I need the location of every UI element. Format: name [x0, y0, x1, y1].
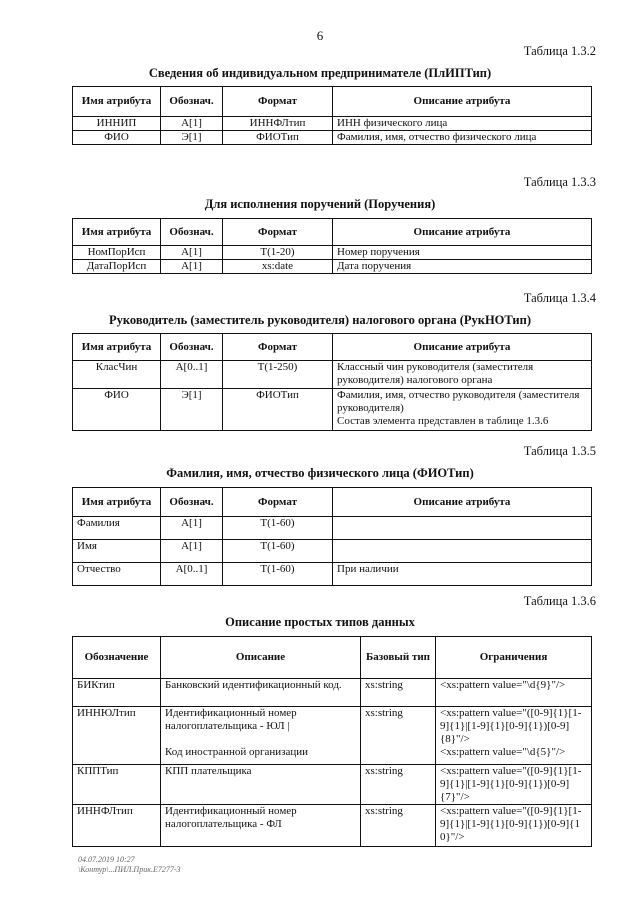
header-cell: Формат [223, 488, 333, 517]
cell: А[0..1] [161, 361, 223, 389]
cell: ИНН физического лица [333, 117, 592, 131]
header-cell: Формат [223, 219, 333, 246]
cell: <xs:pattern value="([0-9]{1}[1-9]{1}|[1-9]{1}[0-9]{1})[0-9]{7}"/> [436, 765, 592, 805]
table-caption: Для исполнения поручений (Поручения) [204, 197, 436, 211]
header-cell: Формат [223, 87, 333, 117]
cell: Фамилия [73, 517, 161, 540]
cell: А[1] [161, 260, 223, 274]
table-row [73, 131, 592, 145]
cell: Т(1-60) [223, 540, 333, 563]
table-number: Таблица 1.3.5 [523, 444, 596, 458]
table-number: Таблица 1.3.2 [523, 44, 596, 58]
cell: А[0..1] [161, 563, 223, 586]
table-row [73, 540, 592, 563]
table-row [73, 805, 592, 847]
cell: А[1] [161, 540, 223, 563]
table-row [73, 361, 592, 389]
cell: <xs:pattern value="([0-9]{1}[1-9]{1}|[1-9]{1}[0-9]{1})[0-9]{8}"/> <xs:pattern value="\d{5}"/> [436, 707, 592, 765]
cell: Идентификационный номер налогоплательщика - ФЛ [161, 805, 361, 847]
table-number: Таблица 1.3.6 [523, 594, 596, 608]
cell: ИННИП [73, 117, 161, 131]
cell: Фамилия, имя, отчество физического лица [333, 131, 592, 145]
header-cell: Описание атрибута [333, 87, 592, 117]
cell: КласЧин [73, 361, 161, 389]
header-cell: Ограничения [436, 637, 592, 679]
header-cell: Имя атрибута [73, 334, 161, 361]
cell: ДатаПорИсп [73, 260, 161, 274]
cell [333, 517, 592, 540]
table-row [73, 707, 592, 765]
header-cell: Имя атрибута [73, 87, 161, 117]
cell: Дата поручения [333, 260, 592, 274]
table-row [73, 765, 592, 805]
cell: КППТип [73, 765, 161, 805]
page-number: 6 [316, 28, 324, 43]
cell: ФИО [73, 389, 161, 431]
table-row [73, 260, 592, 274]
cell: xs:string [361, 805, 436, 847]
attribute-table [72, 86, 592, 145]
cell [333, 540, 592, 563]
cell: А[1] [161, 246, 223, 260]
header-cell: Обознач. [161, 488, 223, 517]
cell: Классный чин руководителя (заместителя руководителя) налогового органа [333, 361, 592, 389]
table-row [73, 117, 592, 131]
header-cell: Имя атрибута [73, 488, 161, 517]
attribute-table [72, 218, 592, 274]
table-caption: Фамилия, имя, отчество физического лица (ФИОТип) [166, 466, 474, 480]
header-cell: Формат [223, 334, 333, 361]
cell: xs:date [223, 260, 333, 274]
header-cell: Описание атрибута [333, 334, 592, 361]
cell: Имя [73, 540, 161, 563]
cell: ФИО [73, 131, 161, 145]
header-cell: Обозначение [73, 637, 161, 679]
table-row [73, 679, 592, 707]
cell: Э[1] [161, 131, 223, 145]
attribute-table [72, 333, 592, 431]
table-caption: Руководитель (заместитель руководителя) налогового органа (РукНОТип) [109, 313, 531, 327]
cell: ФИОТип [223, 131, 333, 145]
table-row [73, 389, 592, 431]
cell: КПП плательщика [161, 765, 361, 805]
cell: ФИОТип [223, 389, 333, 431]
cell: ИННФЛтип [223, 117, 333, 131]
footer-timestamp: 04.07.2019 10:27 [78, 855, 135, 864]
cell: <xs:pattern value="([0-9]{1}[1-9]{1}|[1-9]{1}[0-9]{1})[0-9]{10}"/> [436, 805, 592, 847]
header-cell: Описание атрибута [333, 488, 592, 517]
cell: При наличии [333, 563, 592, 586]
cell: Фамилия, имя, отчество руководителя (заместителя руководителя) Состав элемента представлен в таблице 1.3.6 [333, 389, 592, 431]
table-caption: Описание простых типов данных [225, 615, 415, 629]
table-number: Таблица 1.3.4 [523, 291, 596, 305]
cell: xs:string [361, 679, 436, 707]
table-number: Таблица 1.3.3 [523, 175, 596, 189]
cell: Э[1] [161, 389, 223, 431]
cell: Т(1-20) [223, 246, 333, 260]
cell: <xs:pattern value="\d{9}"/> [436, 679, 592, 707]
header-cell: Описание атрибута [333, 219, 592, 246]
table-row [73, 563, 592, 586]
cell: xs:string [361, 765, 436, 805]
footer-path: \Контур\...ПИЛ.Прик.Е7277-3 [78, 865, 181, 874]
header-cell: Обознач. [161, 219, 223, 246]
cell: ИННФЛтип [73, 805, 161, 847]
table-row [73, 246, 592, 260]
cell: Банковский идентификационный код. [161, 679, 361, 707]
cell: xs:string [361, 707, 436, 765]
cell: А[1] [161, 117, 223, 131]
header-cell: Базовый тип [361, 637, 436, 679]
cell: А[1] [161, 517, 223, 540]
cell: Т(1-250) [223, 361, 333, 389]
table-caption: Сведения об индивидуальном предпринимателе (ПлИПТип) [148, 66, 492, 80]
cell: ИННЮЛтип [73, 707, 161, 765]
cell: Идентификационный номер налогоплательщика - ЮЛ | Код иностранной организации [161, 707, 361, 765]
cell: Номер поручения [333, 246, 592, 260]
cell: БИКтип [73, 679, 161, 707]
header-cell: Описание [161, 637, 361, 679]
cell: НомПорИсп [73, 246, 161, 260]
cell: Отчество [73, 563, 161, 586]
header-cell: Имя атрибута [73, 219, 161, 246]
table-row [73, 517, 592, 540]
cell: Т(1-60) [223, 517, 333, 540]
types-table [72, 636, 592, 847]
header-cell: Обознач. [161, 334, 223, 361]
header-cell: Обознач. [161, 87, 223, 117]
attribute-table [72, 487, 592, 586]
cell: Т(1-60) [223, 563, 333, 586]
